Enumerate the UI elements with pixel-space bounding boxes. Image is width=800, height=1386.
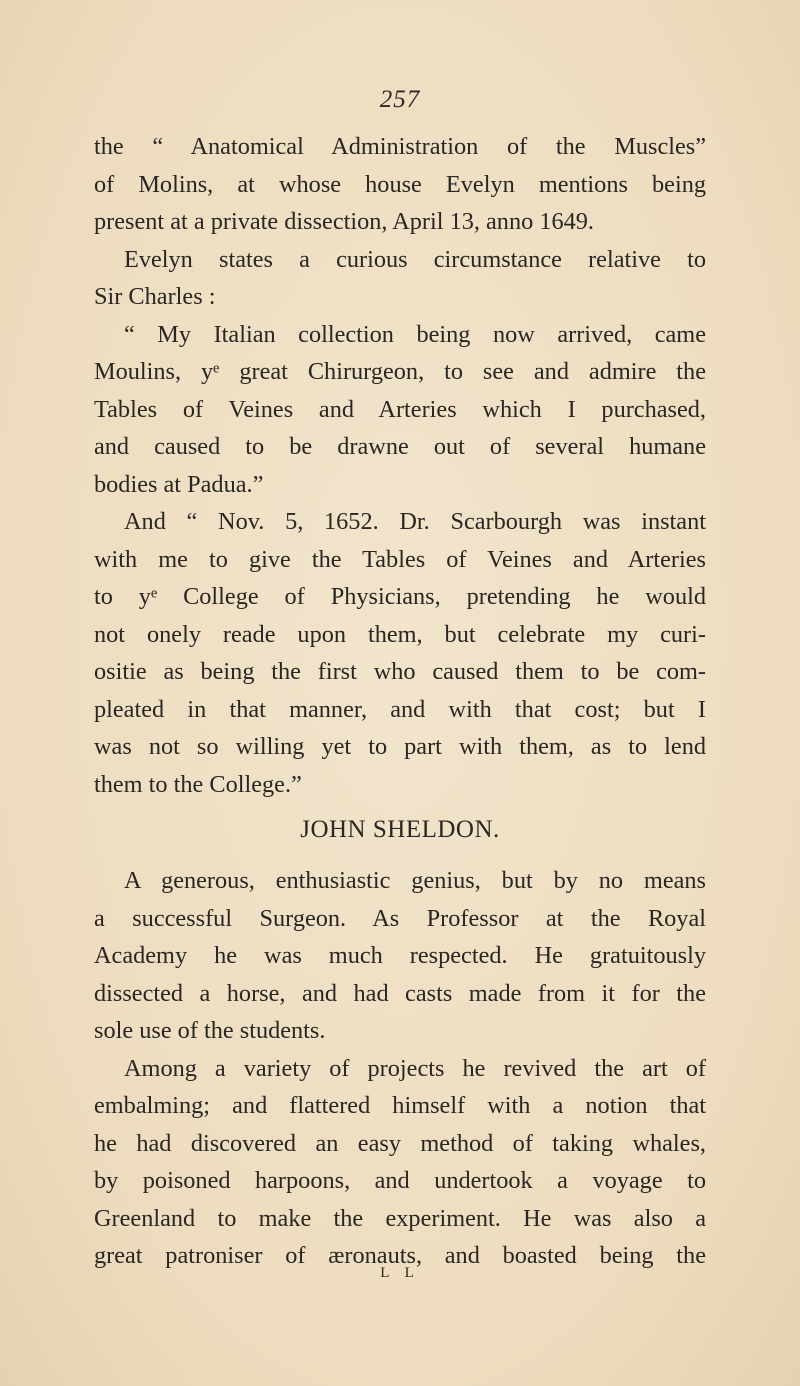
text-line: he had discovered an easy method of taking whales, [94, 1129, 706, 1157]
text-line: sole use of the students. [94, 1017, 326, 1044]
paragraph-block-sheldon [94, 862, 706, 1275]
page-number: 257 [379, 86, 421, 113]
section-heading: JOHN SHELDON. [300, 816, 500, 843]
text-line: a successful Surgeon. As Professor at the Royal [94, 904, 706, 932]
text-line: great patroniser of æronauts, and boasted being the [94, 1242, 706, 1269]
text-line: embalming; and flattered himself with a notion that [94, 1092, 706, 1119]
text-line: Sir Charles : [94, 283, 216, 310]
text-line: Moulins, yᵉ great Chirurgeon, to see and admire the [94, 358, 706, 385]
text-line: by poisoned harpoons, and undertook a voyage to [94, 1167, 706, 1194]
text-line: to yᵉ College of Physicians, pretending he would [94, 583, 706, 610]
text-line: pleated in that manner, and with that cost; but I [94, 695, 706, 723]
text-line: them to the College.” [94, 770, 302, 798]
text-line: Greenland to make the experiment. He was also a [94, 1204, 706, 1232]
signature-mark: L L [380, 1265, 420, 1281]
text-line: and caused to be drawne out of several humane [94, 433, 706, 460]
text-line: ositie as being the first who caused them to be com- [94, 658, 706, 685]
text-line: Among a variety of projects he revived the art of [124, 1054, 706, 1082]
text-line: of Molins, at whose house Evelyn mentions being [94, 170, 706, 198]
text-line: present at a private dissection, April 13, anno 1649. [94, 208, 594, 235]
text-line: Evelyn states a curious circumstance relative to [124, 245, 706, 273]
text-line: “ My Italian collection being now arrived, came [124, 320, 706, 348]
text-line: with me to give the Tables of Veines and Arteries [94, 545, 706, 573]
text-line: A generous, enthusiastic genius, but by no means [124, 867, 706, 894]
text-line: dissected a horse, and had casts made from it for the [94, 979, 706, 1007]
text-line: was not so willing yet to part with them, as to lend [94, 733, 706, 760]
text-line: Academy he was much respected. He gratuitously [94, 942, 706, 969]
text-line: bodies at Padua.” [94, 470, 264, 498]
text-line: not onely reade upon them, but celebrate my curi- [94, 620, 706, 648]
text-line: Tables of Veines and Arteries which I purchased, [94, 395, 706, 423]
text-line: And “ Nov. 5, 1652. Dr. Scarbourgh was instant [124, 508, 706, 535]
paragraph-block-evelyn [94, 128, 706, 803]
text-line: the “ Anatomical Administration of the Muscles” [94, 133, 706, 160]
